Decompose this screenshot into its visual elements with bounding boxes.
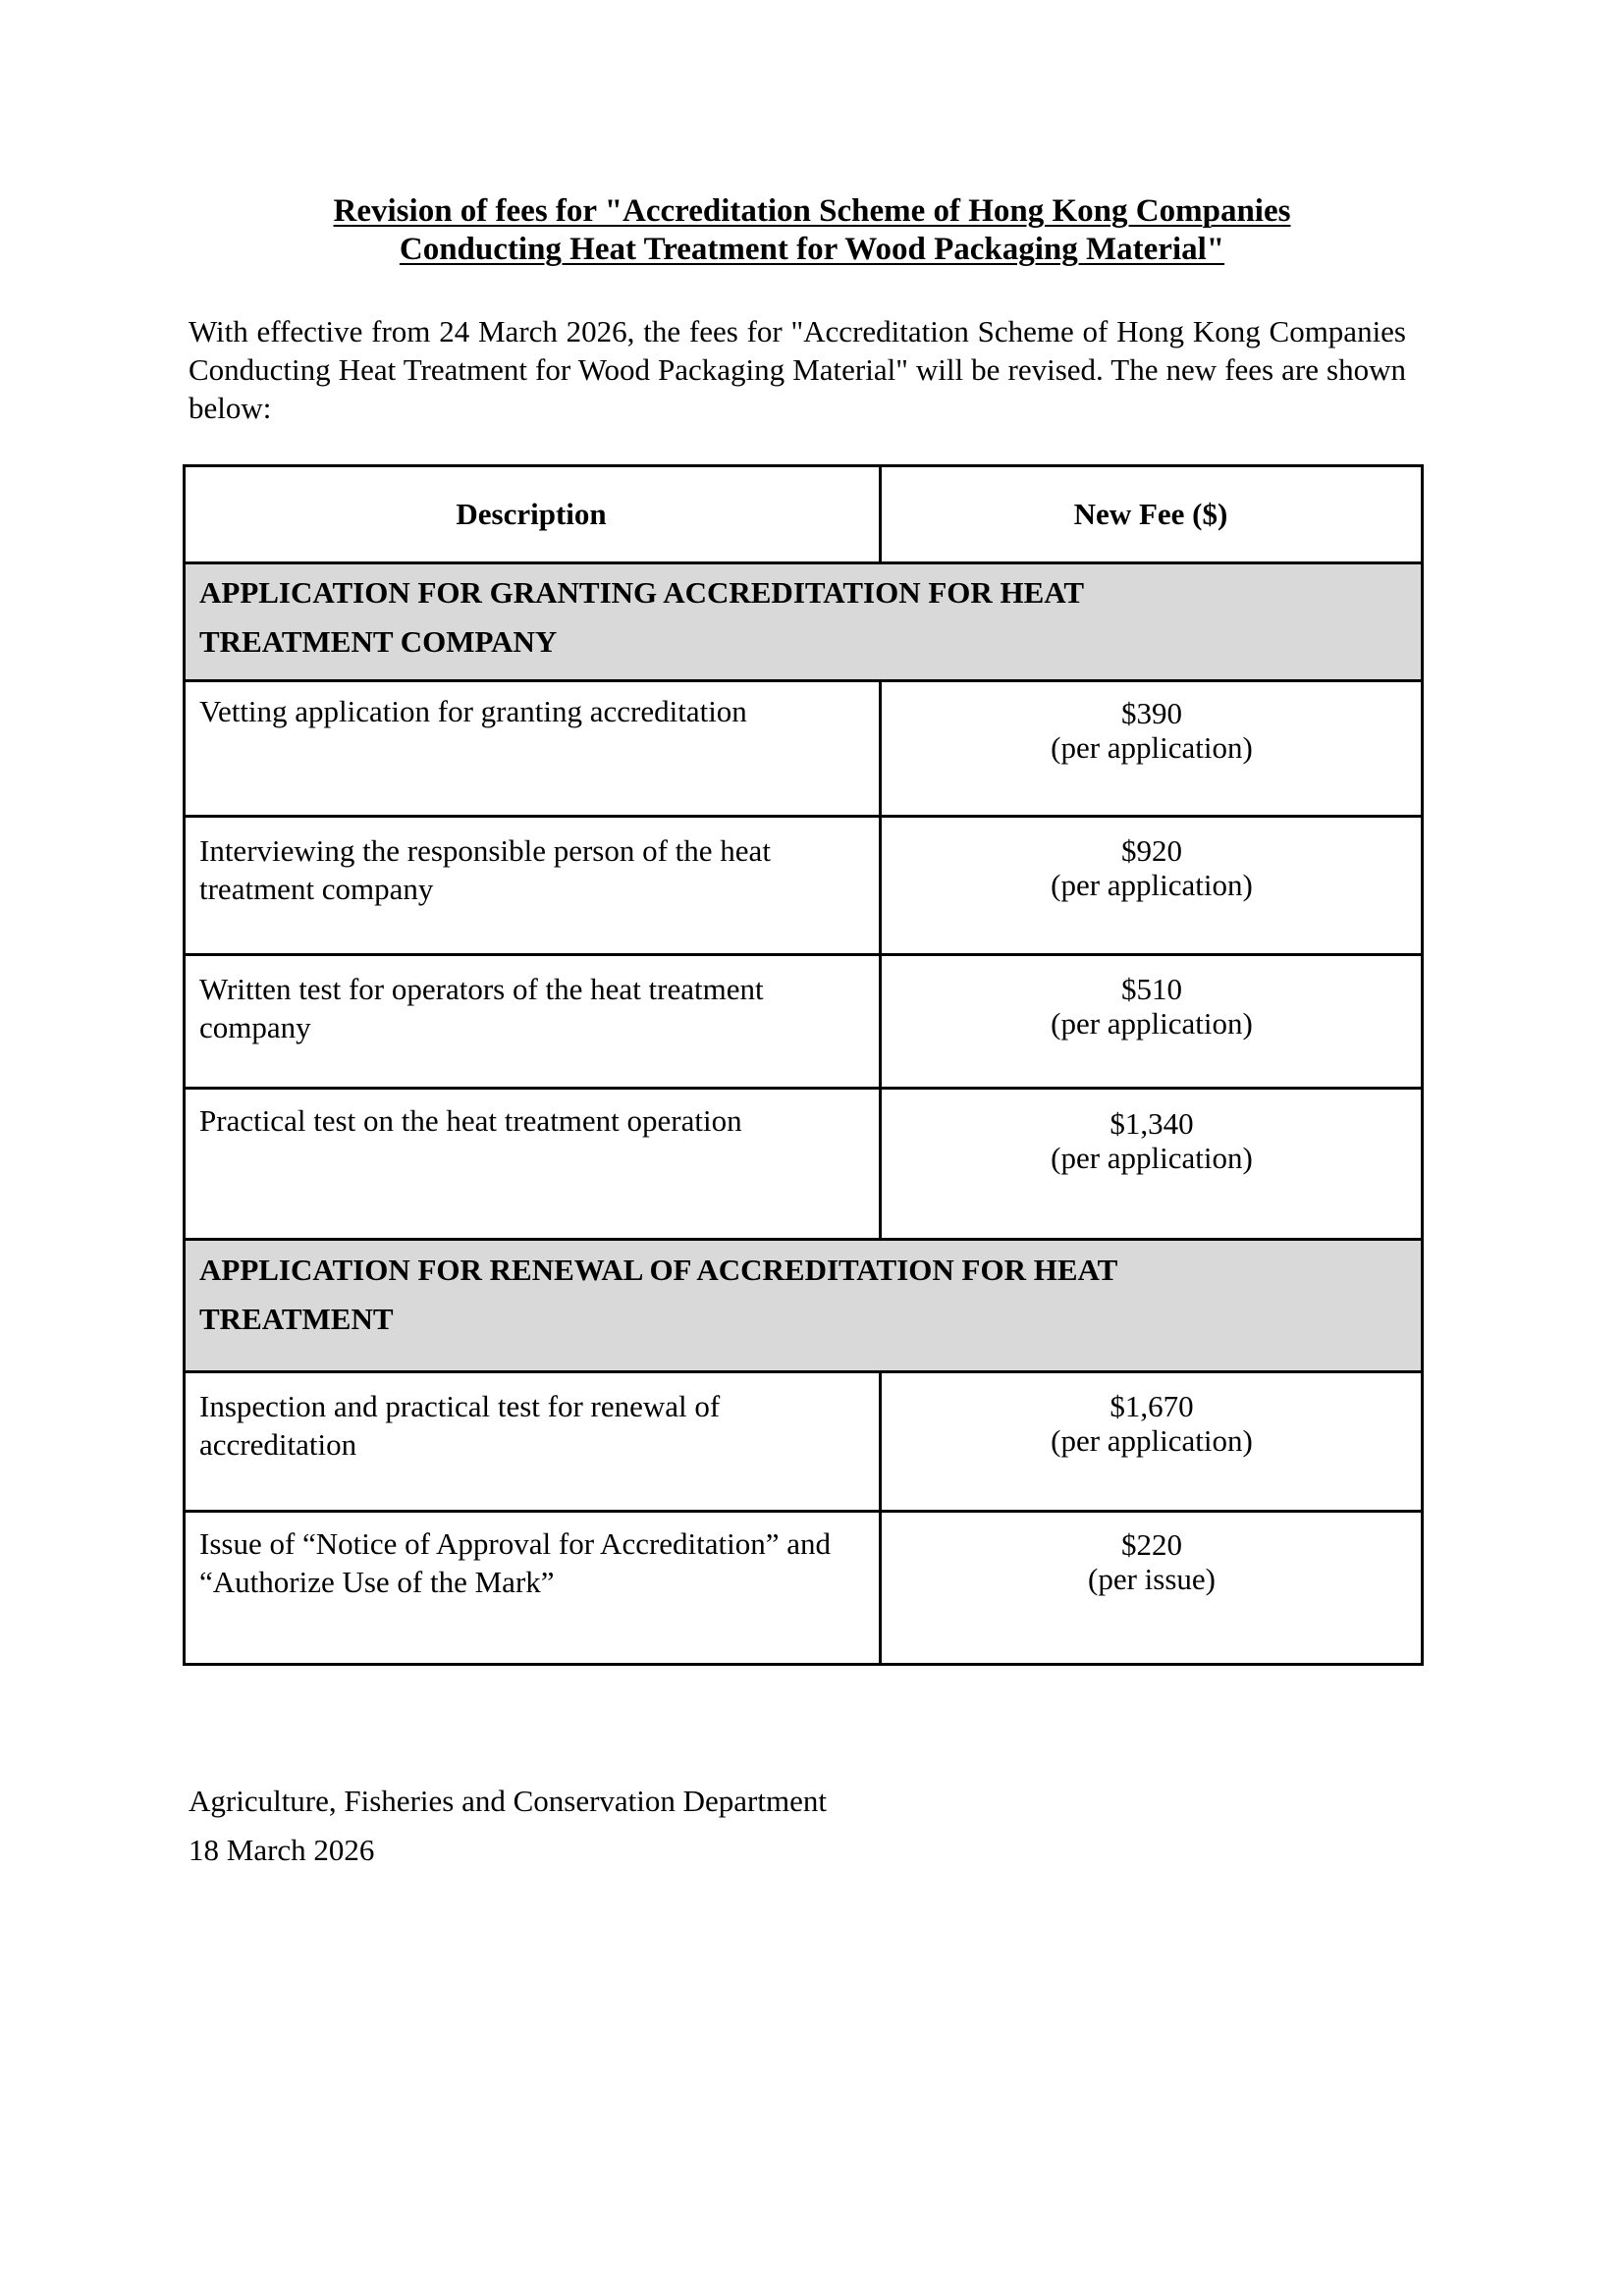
fees-table bbox=[183, 464, 1422, 1664]
section-title-renewal: APPLICATION FOR RENEWAL OF ACCREDITATION FOR HEAT TREATMENT bbox=[199, 1253, 1118, 1336]
row-divider bbox=[183, 815, 1424, 818]
table-row-description: Inspection and practical test for renewal of accreditation bbox=[199, 1389, 721, 1462]
row-divider bbox=[183, 1087, 1424, 1090]
table-row-description: Written test for operators of the heat treatment company bbox=[199, 972, 764, 1044]
table-row-description: Issue of “Notice of Approval for Accreditation” and “Authorize Use of the Mark” bbox=[199, 1526, 832, 1599]
table-row-description: Interviewing the responsible person of the heat treatment company bbox=[199, 833, 771, 906]
issue-date: 18 March 2026 bbox=[189, 1833, 375, 1867]
table-row-fee: $920 (per application) bbox=[1051, 833, 1253, 902]
department-name: Agriculture, Fisheries and Conservation Department bbox=[189, 1784, 827, 1818]
column-header-fee: New Fee ($) bbox=[1073, 497, 1228, 531]
title-line-2: Conducting Heat Treatment for Wood Packaging Material" bbox=[399, 232, 1225, 267]
table-row-fee: $1,340 (per application) bbox=[1051, 1106, 1253, 1175]
table-row-description: Vetting application for granting accreditation bbox=[199, 694, 747, 728]
table-row-fee: $390 (per application) bbox=[1051, 696, 1253, 765]
row-divider bbox=[183, 1370, 1424, 1373]
table-border-left bbox=[183, 464, 186, 1666]
table-border-top bbox=[183, 464, 1424, 467]
document-title bbox=[0, 192, 1624, 269]
column-header-description: Description bbox=[456, 497, 607, 531]
row-divider bbox=[183, 1238, 1424, 1241]
table-row-fee: $1,670 (per application) bbox=[1051, 1389, 1253, 1458]
table-row-fee: $510 (per application) bbox=[1051, 972, 1253, 1041]
row-divider bbox=[183, 561, 1424, 564]
footer bbox=[189, 1777, 827, 1875]
title-line-1: Revision of fees for "Accreditation Scheme of Hong Kong Companies bbox=[333, 193, 1291, 229]
table-row-fee: $220 (per issue) bbox=[1088, 1527, 1216, 1596]
table-row-description: Practical test on the heat treatment operation bbox=[199, 1103, 742, 1138]
row-divider bbox=[183, 679, 1424, 682]
table-border-right bbox=[1421, 464, 1424, 1666]
row-divider bbox=[183, 953, 1424, 956]
table-border-bottom bbox=[183, 1663, 1424, 1666]
intro-paragraph: With effective from 24 March 2026, the fees for "Accreditation Scheme of Hong Kong Companies Conducting Heat Treatment for Wood Packaging Material" will be revised. The new fees are shown below: bbox=[189, 314, 1406, 425]
row-divider bbox=[183, 1510, 1424, 1513]
section-title-granting: APPLICATION FOR GRANTING ACCREDITATION FOR HEAT TREATMENT COMPANY bbox=[199, 575, 1085, 659]
